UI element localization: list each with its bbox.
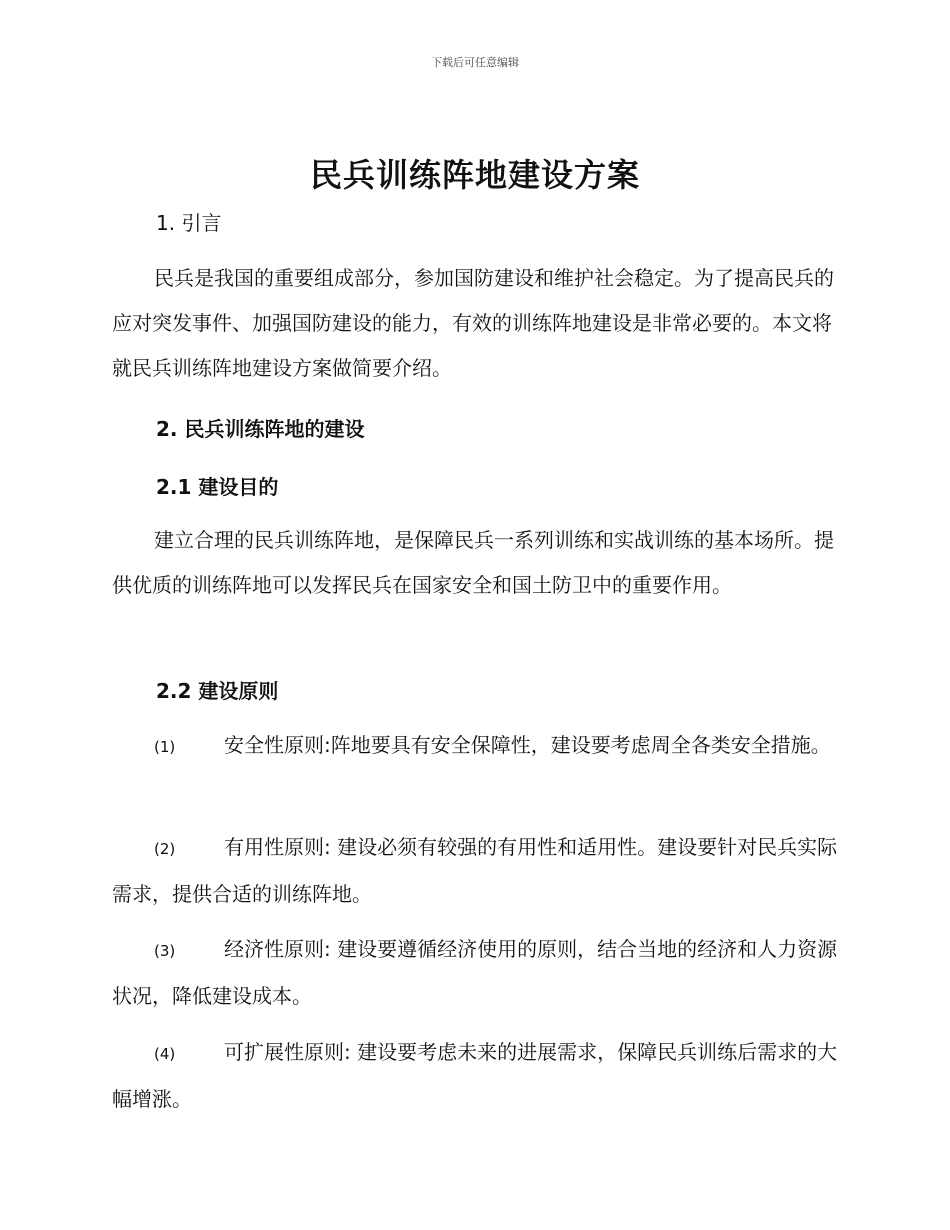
section-1-paragraph: 民兵是我国的重要组成部分，参加国防建设和维护社会稳定。为了提高民兵的应对突发事件、加强国防建设的能力，有效的训练阵地建设是非常必要的。本文将就民兵训练阵地建设方案做简要介绍。 (112, 266, 834, 380)
principle-number: (1) (154, 738, 176, 756)
principle-item-1 (112, 723, 842, 770)
principle-text: 可扩展性原则: 建设要考虑未来的进展需求，保障民兵训练后需求的大幅增涨。 (112, 1040, 838, 1111)
principle-text: 安全性原则:阵地要具有安全保障性，建设要考虑周全各类安全措施。 (224, 733, 831, 757)
principle-number: (4) (154, 1045, 176, 1063)
section-2-2-heading: 2.2 建设原则 (156, 679, 279, 703)
section-2-1-paragraph: 建立合理的民兵训练阵地，是保障民兵一系列训练和实战训练的基本场所。提供优质的训练阵地可以发挥民兵在国家安全和国土防卫中的重要作用。 (112, 528, 834, 597)
principle-item-2 (112, 825, 842, 917)
section-1-heading: 1. 引言 (156, 211, 222, 235)
section-2-heading: 2. 民兵训练阵地的建设 (156, 417, 365, 441)
principle-number: (2) (154, 840, 176, 858)
principle-item-3 (112, 927, 842, 1019)
principle-number: (3) (154, 942, 176, 960)
page-header: 下载后可任意编辑 (431, 56, 519, 69)
section-2-1-heading: 2.1 建设目的 (156, 475, 279, 499)
document-title: 民兵训练阵地建设方案 (309, 156, 640, 194)
principle-text: 有用性原则: 建设必须有较强的有用性和适用性。建设要针对民兵实际需求，提供合适的训练阵地。 (112, 835, 838, 906)
principle-item-4 (112, 1030, 842, 1122)
principle-text: 经济性原则: 建设要遵循经济使用的原则，结合当地的经济和人力资源状况，降低建设成本。 (112, 937, 838, 1008)
